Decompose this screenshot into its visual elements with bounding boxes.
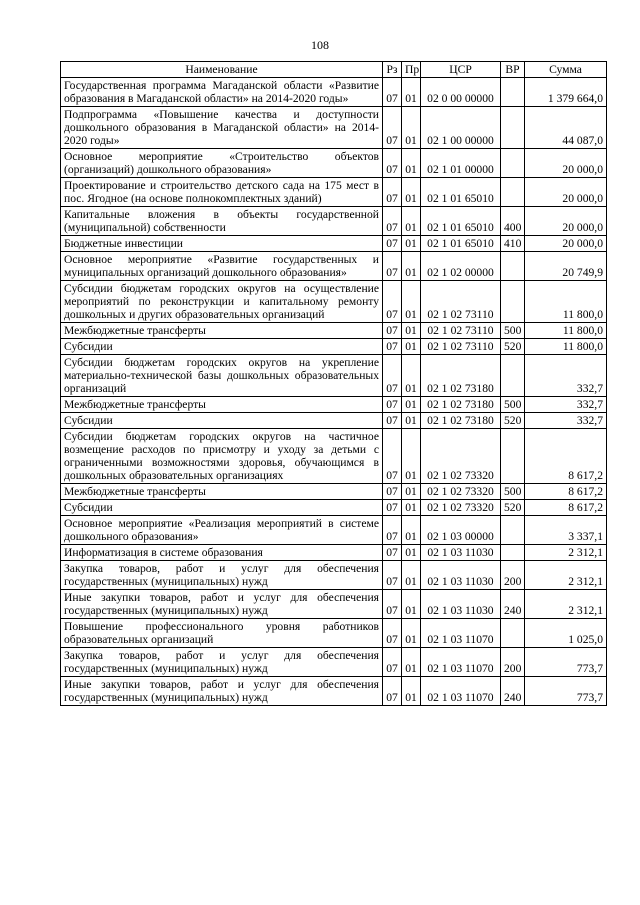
header-name: Наименование — [61, 62, 383, 78]
row-csr: 02 1 02 73110 — [421, 281, 501, 323]
row-pr: 01 — [402, 561, 421, 590]
row-pr: 01 — [402, 236, 421, 252]
row-csr: 02 1 02 73320 — [421, 429, 501, 484]
row-name: Межбюджетные трансферты — [61, 484, 383, 500]
table-row — [61, 207, 607, 236]
row-csr: 02 1 02 73320 — [421, 500, 501, 516]
row-csr: 02 1 03 11030 — [421, 590, 501, 619]
row-vr: 200 — [501, 561, 525, 590]
row-sum: 20 000,0 — [525, 149, 607, 178]
row-csr: 02 1 03 11030 — [421, 545, 501, 561]
row-csr: 02 1 02 73110 — [421, 339, 501, 355]
row-vr — [501, 619, 525, 648]
row-vr — [501, 78, 525, 107]
row-pr: 01 — [402, 429, 421, 484]
row-csr: 02 1 03 11070 — [421, 677, 501, 706]
row-vr — [501, 252, 525, 281]
page-number: 108 — [311, 38, 329, 52]
row-sum: 1 379 664,0 — [525, 78, 607, 107]
row-name: Информатизация в системе образования — [61, 545, 383, 561]
row-name: Закупка товаров, работ и услуг для обеспечения государственных (муниципальных) нужд — [61, 648, 383, 677]
row-pr: 01 — [402, 677, 421, 706]
row-name: Межбюджетные трансферты — [61, 397, 383, 413]
table-row — [61, 281, 607, 323]
table-row — [61, 677, 607, 706]
table-row — [61, 107, 607, 149]
row-sum: 8 617,2 — [525, 500, 607, 516]
row-pr: 01 — [402, 78, 421, 107]
row-vr — [501, 355, 525, 397]
row-csr: 02 1 01 65010 — [421, 207, 501, 236]
row-sum: 11 800,0 — [525, 323, 607, 339]
row-csr: 02 1 03 00000 — [421, 516, 501, 545]
row-rz: 07 — [383, 429, 402, 484]
row-rz: 07 — [383, 590, 402, 619]
row-sum: 11 800,0 — [525, 281, 607, 323]
row-pr: 01 — [402, 355, 421, 397]
row-name: Проектирование и строительство детского сада на 175 мест в пос. Ягодное (на основе полнокомплектных зданий) — [61, 178, 383, 207]
row-csr: 02 1 02 73180 — [421, 397, 501, 413]
row-vr — [501, 107, 525, 149]
row-pr: 01 — [402, 207, 421, 236]
row-sum: 2 312,1 — [525, 561, 607, 590]
row-vr — [501, 178, 525, 207]
row-vr: 500 — [501, 484, 525, 500]
row-name: Капитальные вложения в объекты государственной (муниципальной) собственности — [61, 207, 383, 236]
table-body — [61, 78, 607, 706]
row-rz: 07 — [383, 397, 402, 413]
row-sum: 332,7 — [525, 413, 607, 429]
row-pr: 01 — [402, 413, 421, 429]
row-sum: 2 312,1 — [525, 545, 607, 561]
row-sum: 11 800,0 — [525, 339, 607, 355]
row-sum: 1 025,0 — [525, 619, 607, 648]
row-name: Субсидии бюджетам городских округов на осуществление мероприятий по реконструкции и капитальному ремонту дошкольных и других образовательных организаций — [61, 281, 383, 323]
row-vr — [501, 149, 525, 178]
row-csr: 02 1 03 11070 — [421, 619, 501, 648]
row-rz: 07 — [383, 484, 402, 500]
row-name: Основное мероприятие «Строительство объектов (организаций) дошкольного образования» — [61, 149, 383, 178]
row-pr: 01 — [402, 619, 421, 648]
table-row — [61, 648, 607, 677]
row-csr: 02 0 00 00000 — [421, 78, 501, 107]
row-csr: 02 1 02 73320 — [421, 484, 501, 500]
row-sum: 8 617,2 — [525, 429, 607, 484]
row-pr: 01 — [402, 281, 421, 323]
header-csr: ЦСР — [421, 62, 501, 78]
budget-table — [60, 61, 607, 706]
table-row — [61, 355, 607, 397]
row-rz: 07 — [383, 648, 402, 677]
table-row — [61, 429, 607, 484]
row-rz: 07 — [383, 281, 402, 323]
row-csr: 02 1 01 00000 — [421, 149, 501, 178]
row-name: Межбюджетные трансферты — [61, 323, 383, 339]
row-name: Субсидии бюджетам городских округов на частичное возмещение расходов по присмотру и уходу за детьми с ограниченными возможностями здоровья, обучающимся в дошкольных образовательных организациях — [61, 429, 383, 484]
row-vr: 240 — [501, 677, 525, 706]
row-vr: 520 — [501, 500, 525, 516]
header-sum: Сумма — [525, 62, 607, 78]
row-csr: 02 1 02 73180 — [421, 355, 501, 397]
row-name: Субсидии бюджетам городских округов на укрепление материально-технической базы дошкольных образовательных организаций — [61, 355, 383, 397]
row-vr — [501, 281, 525, 323]
row-vr: 200 — [501, 648, 525, 677]
row-pr: 01 — [402, 500, 421, 516]
table-row — [61, 545, 607, 561]
header-rz: Рз — [383, 62, 402, 78]
row-sum: 20 749,9 — [525, 252, 607, 281]
row-pr: 01 — [402, 149, 421, 178]
row-csr: 02 1 00 00000 — [421, 107, 501, 149]
table-header-row — [61, 62, 607, 78]
row-csr: 02 1 02 00000 — [421, 252, 501, 281]
row-name: Субсидии — [61, 413, 383, 429]
row-pr: 01 — [402, 397, 421, 413]
row-rz: 07 — [383, 561, 402, 590]
row-vr — [501, 429, 525, 484]
row-sum: 20 000,0 — [525, 236, 607, 252]
row-rz: 07 — [383, 178, 402, 207]
row-pr: 01 — [402, 484, 421, 500]
row-rz: 07 — [383, 207, 402, 236]
row-sum: 44 087,0 — [525, 107, 607, 149]
row-pr: 01 — [402, 648, 421, 677]
row-csr: 02 1 03 11070 — [421, 648, 501, 677]
row-rz: 07 — [383, 252, 402, 281]
row-rz: 07 — [383, 677, 402, 706]
row-name: Повышение профессионального уровня работников образовательных организаций — [61, 619, 383, 648]
table-row — [61, 149, 607, 178]
row-rz: 07 — [383, 149, 402, 178]
row-sum: 20 000,0 — [525, 207, 607, 236]
table-row — [61, 252, 607, 281]
row-csr: 02 1 02 73110 — [421, 323, 501, 339]
row-rz: 07 — [383, 545, 402, 561]
row-sum: 20 000,0 — [525, 178, 607, 207]
row-pr: 01 — [402, 545, 421, 561]
row-sum: 773,7 — [525, 648, 607, 677]
row-vr: 520 — [501, 339, 525, 355]
row-csr: 02 1 03 11030 — [421, 561, 501, 590]
row-name: Бюджетные инвестиции — [61, 236, 383, 252]
row-sum: 332,7 — [525, 397, 607, 413]
table-row — [61, 339, 607, 355]
header-vr: ВР — [501, 62, 525, 78]
row-vr — [501, 516, 525, 545]
table-row — [61, 397, 607, 413]
table-row — [61, 178, 607, 207]
row-vr: 400 — [501, 207, 525, 236]
table-row — [61, 590, 607, 619]
row-vr: 410 — [501, 236, 525, 252]
row-vr: 240 — [501, 590, 525, 619]
table-row — [61, 516, 607, 545]
table-row — [61, 236, 607, 252]
row-rz: 07 — [383, 355, 402, 397]
row-rz: 07 — [383, 107, 402, 149]
row-name: Государственная программа Магаданской области «Развитие образования в Магаданской области» на 2014-2020 годы» — [61, 78, 383, 107]
table-row — [61, 484, 607, 500]
row-csr: 02 1 02 73180 — [421, 413, 501, 429]
row-name: Подпрограмма «Повышение качества и доступности дошкольного образования в Магаданской области» на 2014-2020 годы» — [61, 107, 383, 149]
row-sum: 773,7 — [525, 677, 607, 706]
row-rz: 07 — [383, 236, 402, 252]
row-pr: 01 — [402, 339, 421, 355]
row-name: Основное мероприятие «Развитие государственных и муниципальных организаций дошкольного образования» — [61, 252, 383, 281]
row-rz: 07 — [383, 78, 402, 107]
row-name: Иные закупки товаров, работ и услуг для обеспечения государственных (муниципальных) нужд — [61, 677, 383, 706]
row-rz: 07 — [383, 619, 402, 648]
table-row — [61, 323, 607, 339]
row-sum: 2 312,1 — [525, 590, 607, 619]
row-vr: 500 — [501, 323, 525, 339]
row-sum: 8 617,2 — [525, 484, 607, 500]
row-csr: 02 1 01 65010 — [421, 178, 501, 207]
row-rz: 07 — [383, 323, 402, 339]
row-pr: 01 — [402, 252, 421, 281]
row-rz: 07 — [383, 413, 402, 429]
row-pr: 01 — [402, 107, 421, 149]
table-row — [61, 500, 607, 516]
row-vr — [501, 545, 525, 561]
row-pr: 01 — [402, 516, 421, 545]
row-pr: 01 — [402, 590, 421, 619]
row-name: Основное мероприятие «Реализация мероприятий в системе дошкольного образования» — [61, 516, 383, 545]
row-sum: 3 337,1 — [525, 516, 607, 545]
table-row — [61, 561, 607, 590]
row-vr: 520 — [501, 413, 525, 429]
row-pr: 01 — [402, 323, 421, 339]
row-sum: 332,7 — [525, 355, 607, 397]
table-row — [61, 619, 607, 648]
header-pr: Пр — [402, 62, 421, 78]
row-name: Иные закупки товаров, работ и услуг для обеспечения государственных (муниципальных) нужд — [61, 590, 383, 619]
table-row — [61, 413, 607, 429]
row-name: Закупка товаров, работ и услуг для обеспечения государственных (муниципальных) нужд — [61, 561, 383, 590]
table-row — [61, 78, 607, 107]
row-rz: 07 — [383, 516, 402, 545]
row-vr: 500 — [501, 397, 525, 413]
row-rz: 07 — [383, 500, 402, 516]
row-csr: 02 1 01 65010 — [421, 236, 501, 252]
row-name: Субсидии — [61, 339, 383, 355]
row-name: Субсидии — [61, 500, 383, 516]
row-rz: 07 — [383, 339, 402, 355]
row-pr: 01 — [402, 178, 421, 207]
